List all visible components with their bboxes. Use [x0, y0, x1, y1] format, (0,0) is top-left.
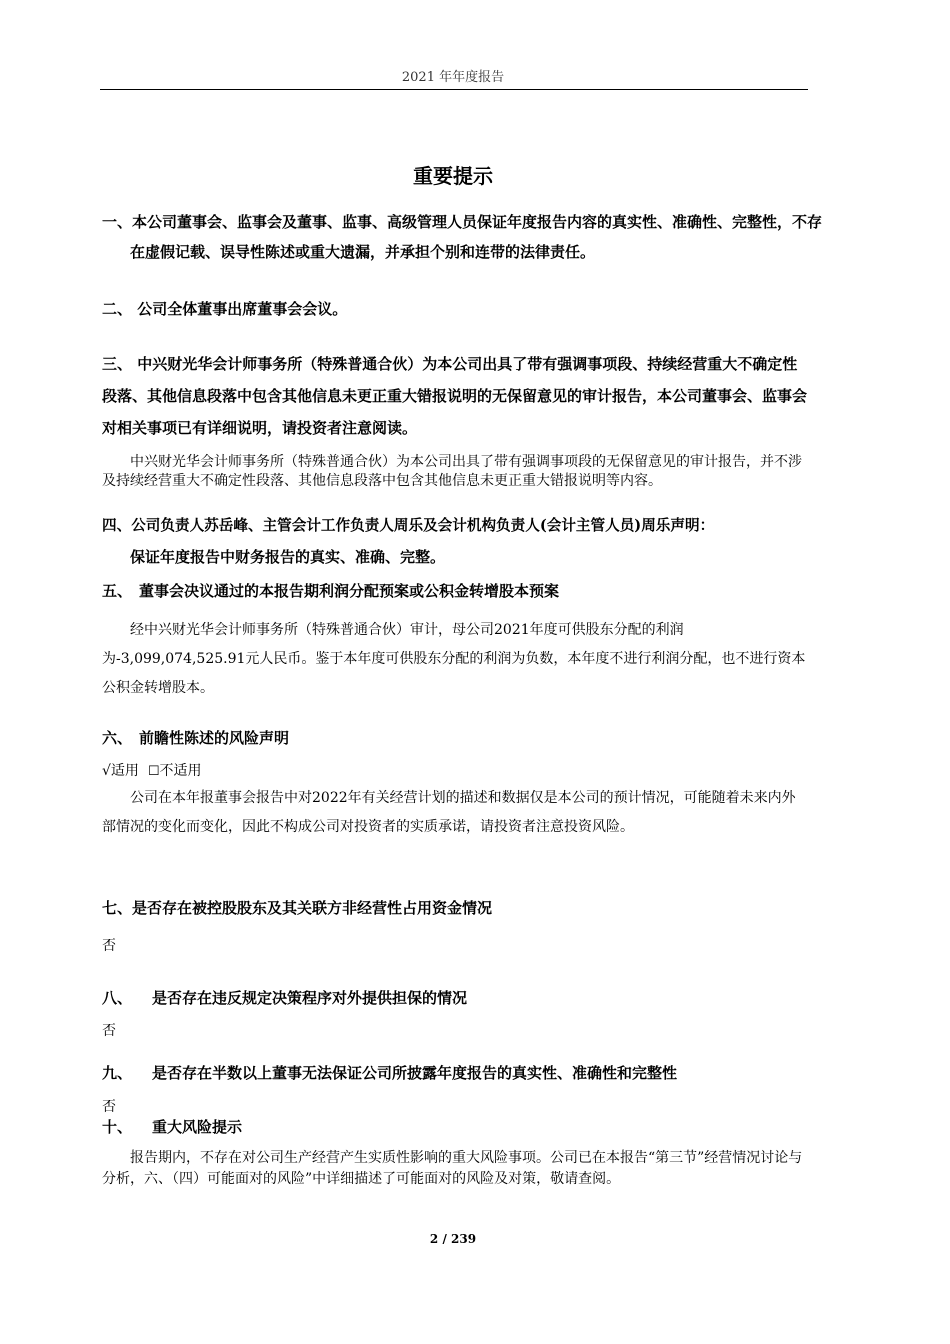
applicability-row [102, 758, 808, 785]
section-8-heading [102, 983, 808, 1013]
section-8-number: 八、 [102, 989, 133, 1007]
section-10-body: 报告期内，不存在对公司生产经营产生实质性影响的重大风险事项。公司已在本报告“第三节”经营情况讨论与分析，六、（四）可能面对的风险”中详细描述了可能面对的风险及对策，敬请查阅。 [102, 1150, 803, 1187]
header-divider [100, 89, 808, 90]
section-6-number: 六、 [102, 729, 133, 747]
section-9-number: 九、 [102, 1064, 133, 1082]
page-title: 重要提示 [413, 164, 493, 188]
section-2-heading: 二、 公司全体董事出席董事会会议。 [102, 300, 348, 318]
section-9-title: 是否存在半数以上董事无法保证公司所披露年度报告的真实性、准确性和完整性 [152, 1064, 678, 1082]
section-6-title: 前瞻性陈述的风险声明 [139, 729, 290, 747]
section-5-number: 五、 [102, 582, 133, 600]
section-10-number: 十、 [102, 1118, 133, 1136]
section-9-answer: 否 [102, 1099, 116, 1115]
section-8-title: 是否存在违反规定决策程序对外提供担保的情况 [152, 989, 468, 1007]
section-8-answer: 否 [102, 1023, 116, 1039]
section-7-heading: 七、是否存在被控股股东及其关联方非经营性占用资金情况 [102, 899, 493, 917]
section-5-heading [102, 576, 808, 606]
applicable-label: 适用 [110, 763, 139, 779]
section-7-answer: 否 [102, 938, 116, 954]
section-6-body: 公司在本年报董事会报告中对2022年有关经营计划的描述和数据仅是本公司的预计情况，可能随着未来内外部情况的变化而变化，因此不构成公司对投资者的实质承诺，请投资者注意投资风险。 [102, 790, 796, 835]
section-3-body: 中兴财光华会计师事务所（特殊普通合伙）为本公司出具了带有强调事项段的无保留意见的审计报告，并不涉及持续经营重大不确定性段落、其他信息段落中包含其他信息未更正重大错报说明等内容。 [102, 454, 802, 489]
empty-checkbox-icon: ☐ [147, 764, 160, 779]
section-3-heading: 三、 中兴财光华会计师事务所（特殊普通合伙）为本公司出具了带有强调事项段、持续经营重大不确定性段落、其他信息段落中包含其他信息未更正重大错报说明的无保留意见的审计报告，本公司董事会、监事会对相关事项已有详细说明，请投资者注意阅读。 [102, 355, 808, 437]
page-number: 2 / 239 [429, 1232, 477, 1246]
section-10-title: 重大风险提示 [152, 1118, 243, 1136]
section-5-body: 经中兴财光华会计师事务所（特殊普通合伙）审计，母公司2021年度可供股东分配的利润为-3,099,074,525.91元人民币。鉴于本年度可供股东分配的利润为负数，本年度不进行利润分配，也不进行资本公积金转增股本。 [102, 622, 806, 696]
section-5-title: 董事会决议通过的本报告期利润分配预案或公积金转增股本预案 [139, 582, 560, 600]
check-icon: √ [102, 763, 111, 779]
header-title: 2021 年年度报告 [401, 70, 505, 85]
not-applicable-label: 不适用 [159, 763, 202, 779]
section-10-heading [102, 1112, 808, 1142]
section-1-heading: 一、本公司董事会、监事会及董事、监事、高级管理人员保证年度报告内容的真实性、准确性、完整性，不存在虚假记载、误导性陈述或重大遗漏，并承担个别和连带的法律责任。 [102, 213, 823, 261]
section-4-line2: 保证年度报告中财务报告的真实、准确、完整。 [130, 548, 446, 566]
section-9-heading [102, 1058, 808, 1088]
section-6-heading [102, 723, 808, 753]
section-4-heading: 四、公司负责人苏岳峰、主管会计工作负责人周乐及会计机构负责人(会计主管人员)周乐声明： [102, 517, 715, 534]
